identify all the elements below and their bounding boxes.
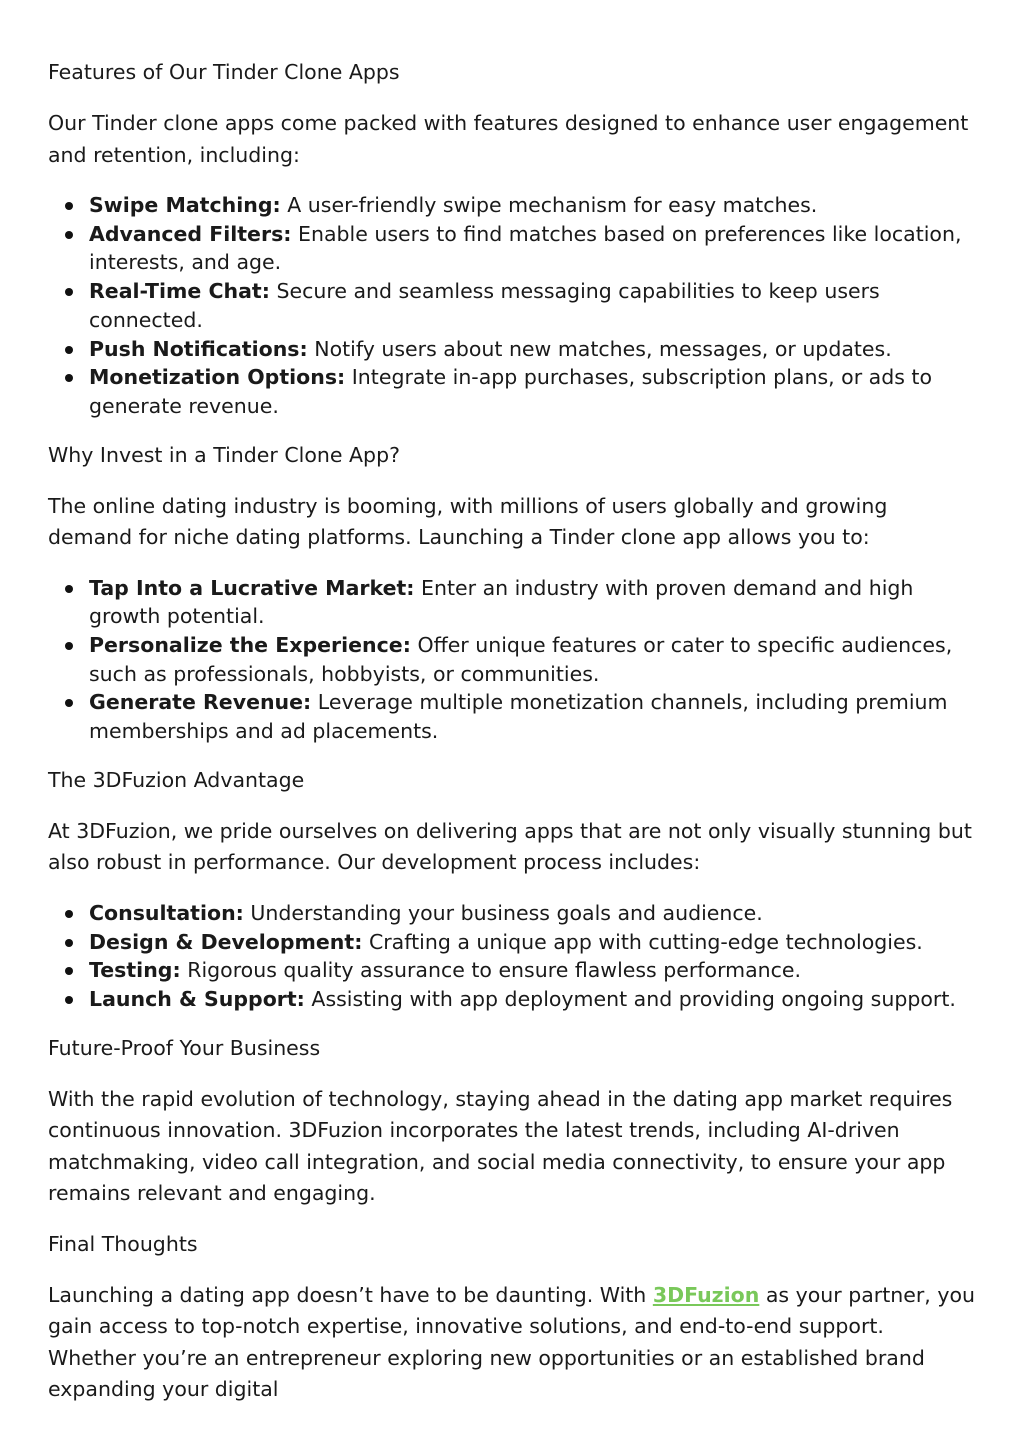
section-body-final-thoughts [48, 1280, 976, 1406]
list-item-term: Advanced Filters: [89, 221, 292, 246]
bullet-icon [65, 346, 73, 354]
process-list [48, 899, 976, 1014]
section-intro-why-invest: The online dating industry is booming, with millions of users globally and growing demand for niche dating platforms. Launching a Tinder clone app allows you to: [48, 493, 888, 550]
list-item-term: Consultation: [89, 900, 244, 925]
list-item [89, 956, 976, 985]
list-item-text: Understanding your business goals and audience. [250, 900, 763, 925]
bullet-icon [65, 231, 73, 239]
list-item-text: Notify users about new matches, messages, or updates. [314, 336, 892, 361]
list-item-term: Swipe Matching: [89, 193, 281, 217]
list-item-term: Monetization Options: [89, 365, 346, 390]
section-body-future-proof: With the rapid evolution of technology, staying ahead in the dating app market requires continuous innovation. 3DFuzion incorporates the latest trends, including AI-driven matchmaking, video call integration, and social media connectivity, to ensure your app remains relevant and engaging. [48, 1086, 953, 1206]
list-item-term: Real-Time Chat: [89, 279, 270, 304]
section-heading-advantage: The 3DFuzion Advantage [48, 767, 305, 792]
bullet-icon [65, 288, 73, 296]
features-list [48, 191, 976, 421]
list-item-text: Secure and seamless messaging capabilities to keep users connected. [89, 279, 880, 332]
list-item [89, 277, 976, 334]
list-item-term: Testing: [89, 958, 181, 983]
list-item [89, 985, 976, 1014]
section-heading-future-proof: Future-Proof Your Business [48, 1035, 321, 1060]
bullet-icon [65, 202, 73, 210]
list-item-term: Push Notifications: [89, 336, 308, 361]
list-item-term: Personalize the Experience: [89, 633, 411, 658]
section-heading-features: Features of Our Tinder Clone Apps [48, 60, 400, 84]
bullet-icon [65, 967, 73, 975]
list-item [89, 631, 976, 688]
closing-text-before: Launching a dating app doesn’t have to be daunting. With [48, 1282, 653, 1307]
list-item-text: Offer unique features or cater to specific audiences, such as professionals, hobbyists, or communities. [89, 633, 953, 686]
list-item-term: Launch & Support: [89, 986, 305, 1011]
list-item-text: A user-friendly swipe mechanism for easy matches. [287, 193, 818, 217]
list-item [89, 928, 976, 957]
bullet-icon [65, 996, 73, 1004]
section-intro-advantage: At 3DFuzion, we pride ourselves on delivering apps that are not only visually stunning but also robust in performance. Our development process includes: [48, 818, 972, 875]
bullet-icon [65, 374, 73, 382]
section-heading-final-thoughts: Final Thoughts [48, 1231, 198, 1256]
list-item-term: Tap Into a Lucrative Market: [89, 575, 415, 600]
section-heading-why-invest: Why Invest in a Tinder Clone App? [48, 442, 400, 467]
list-item-text: Leverage multiple monetization channels, including premium memberships and ad placements. [89, 690, 948, 744]
list-item-text: Integrate in-app purchases, subscription plans, or ads to generate revenue. [89, 365, 933, 418]
list-item-term: Design & Development: [89, 929, 363, 954]
3dfuzion-link[interactable]: 3DFuzion [652, 1282, 760, 1307]
list-item-text: Crafting a unique app with cutting-edge technologies. [368, 929, 923, 954]
list-item [89, 220, 976, 277]
bullet-icon [65, 699, 73, 707]
list-item [89, 335, 976, 364]
list-item [89, 688, 976, 745]
list-item-text: Enable users to find matches based on preferences like location, interests, and age. [89, 221, 962, 275]
section-intro-features: Our Tinder clone apps come packed with features designed to enhance user engagement and retention, including: [48, 111, 969, 167]
list-item-text: Enter an industry with proven demand and high growth potential. [89, 575, 914, 629]
list-item [89, 899, 976, 928]
list-item [89, 191, 976, 220]
benefits-list [48, 574, 976, 746]
bullet-icon [65, 939, 73, 947]
bullet-icon [65, 585, 73, 593]
list-item-term: Generate Revenue: [89, 690, 312, 715]
bullet-icon [65, 910, 73, 918]
list-item [89, 363, 976, 420]
list-item-text: Rigorous quality assurance to ensure flawless performance. [187, 958, 802, 983]
list-item-text: Assisting with app deployment and providing ongoing support. [311, 986, 956, 1011]
bullet-icon [65, 642, 73, 650]
closing-text-after: as your partner, you gain access to top-notch expertise, innovative solutions, and end-to-end support. Whether you’re an entrepreneur exploring new opportunities or an established brand expanding your digital [48, 1282, 975, 1402]
list-item [89, 574, 976, 631]
